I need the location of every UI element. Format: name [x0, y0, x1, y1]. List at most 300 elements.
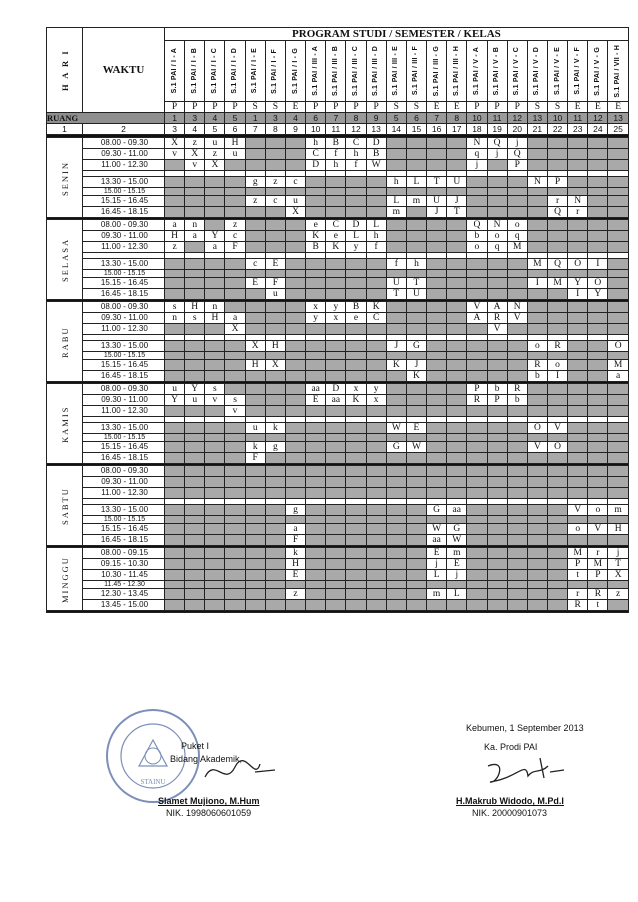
ruang-number: 11 [568, 113, 588, 124]
kelas-label: S.1 PAI / I - E [251, 48, 259, 94]
break-cell [608, 581, 628, 589]
kelas-label: S.1 PAI / I - D [231, 48, 239, 94]
schedule-cell [205, 423, 225, 434]
schedule-cell [165, 341, 185, 352]
schedule-cell [386, 466, 406, 477]
schedule-cell [487, 371, 507, 382]
time-slot: 15.00 - 15.15 [83, 188, 165, 196]
time-slot: 11.00 - 12.30 [83, 324, 165, 335]
break-cell [225, 188, 245, 196]
break-cell [245, 516, 265, 524]
schedule-cell: X [245, 341, 265, 352]
kelas-label: S.1 PAI / III - F [412, 46, 420, 96]
day-label: SABTU [47, 466, 83, 546]
schedule-cell [507, 371, 527, 382]
schedule-cell [326, 524, 346, 535]
schedule-cell [608, 149, 628, 160]
table-row [47, 188, 629, 196]
schedule-cell: t [568, 570, 588, 581]
schedule-cell [285, 220, 305, 231]
schedule-cell [588, 231, 608, 242]
schedule-cell [406, 535, 426, 546]
schedule-cell [265, 524, 285, 535]
schedule-cell [547, 524, 567, 535]
time-slot: 16.45 - 18.15 [83, 535, 165, 546]
break-cell [568, 516, 588, 524]
schedule-cell [447, 384, 467, 395]
time-slot: 15.15 - 16.45 [83, 524, 165, 535]
schedule-cell [225, 453, 245, 464]
schedule-cell: Y [185, 384, 205, 395]
time-slot: 16.45 - 18.15 [83, 289, 165, 300]
schedule-cell [265, 149, 285, 160]
break-cell [588, 188, 608, 196]
schedule-cell [165, 488, 185, 499]
schedule-cell: f [386, 259, 406, 270]
schedule-cell [165, 477, 185, 488]
schedule-cell [547, 453, 567, 464]
break-cell [285, 352, 305, 360]
schedule-cell: T [386, 289, 406, 300]
schedule-cell [185, 442, 205, 453]
schedule-cell [205, 406, 225, 417]
break-cell [527, 352, 547, 360]
schedule-cell [547, 138, 567, 149]
schedule-cell [568, 313, 588, 324]
col-number: 17 [447, 124, 467, 135]
break-cell [205, 352, 225, 360]
schedule-cell: L [427, 570, 447, 581]
schedule-cell [326, 548, 346, 559]
schedule-cell: U [386, 278, 406, 289]
kelas-header-cell [527, 41, 547, 102]
schedule-cell [608, 242, 628, 253]
schedule-cell [265, 395, 285, 406]
time-slot: 08.00 - 09.30 [83, 220, 165, 231]
schedule-cell [285, 242, 305, 253]
schedule-cell [406, 453, 426, 464]
break-cell [568, 434, 588, 442]
right-signature [478, 748, 568, 792]
schedule-cell [547, 302, 567, 313]
schedule-cell [487, 600, 507, 611]
break-cell [265, 352, 285, 360]
schedule-cell: Q [487, 138, 507, 149]
schedule-cell [245, 384, 265, 395]
gedung-code: S [547, 102, 567, 113]
schedule-cell: c [265, 196, 285, 207]
schedule-cell: N [467, 138, 487, 149]
schedule-cell [205, 570, 225, 581]
schedule-cell [285, 442, 305, 453]
schedule-cell [165, 570, 185, 581]
kelas-label: S.1 PAI / III - G [432, 45, 440, 97]
kelas-label: S.1 PAI / I - B [190, 48, 198, 94]
kelas-header-cell [205, 41, 225, 102]
schedule-cell [427, 138, 447, 149]
schedule-cell [326, 453, 346, 464]
schedule-cell: v [185, 160, 205, 171]
schedule-cell [547, 477, 567, 488]
schedule-cell: m [447, 548, 467, 559]
break-cell [165, 270, 185, 278]
schedule-cell [205, 535, 225, 546]
schedule-cell [245, 231, 265, 242]
break-cell [346, 434, 366, 442]
schedule-cell [366, 524, 386, 535]
schedule-cell [265, 477, 285, 488]
schedule-cell [527, 149, 547, 160]
break-cell [265, 270, 285, 278]
break-cell [326, 434, 346, 442]
schedule-cell: J [447, 196, 467, 207]
table-row [47, 341, 629, 352]
ruang-number: 5 [225, 113, 245, 124]
schedule-cell [165, 535, 185, 546]
break-cell [346, 188, 366, 196]
schedule-cell [487, 453, 507, 464]
schedule-cell: W [366, 160, 386, 171]
schedule-cell: a [225, 313, 245, 324]
schedule-cell [306, 278, 326, 289]
schedule-cell [467, 442, 487, 453]
break-cell [245, 434, 265, 442]
schedule-cell: W [427, 524, 447, 535]
schedule-cell [386, 589, 406, 600]
schedule-cell [527, 289, 547, 300]
schedule-cell [547, 384, 567, 395]
ruang-number: 13 [608, 113, 628, 124]
schedule-cell [547, 406, 567, 417]
schedule-cell: f [346, 160, 366, 171]
schedule-cell [346, 406, 366, 417]
break-cell [306, 188, 326, 196]
schedule-cell: x [366, 395, 386, 406]
schedule-cell [165, 289, 185, 300]
schedule-cell: V [588, 524, 608, 535]
schedule-cell [547, 505, 567, 516]
break-cell [386, 434, 406, 442]
schedule-cell [547, 488, 567, 499]
schedule-cell [366, 278, 386, 289]
table-row [47, 477, 629, 488]
schedule-cell: L [447, 589, 467, 600]
schedule-cell [346, 371, 366, 382]
schedule-cell [245, 570, 265, 581]
schedule-cell [165, 406, 185, 417]
schedule-cell [547, 535, 567, 546]
schedule-cell: L [406, 177, 426, 188]
schedule-cell [406, 384, 426, 395]
schedule-cell: H [265, 341, 285, 352]
schedule-cell: E [406, 423, 426, 434]
schedule-cell: e [326, 231, 346, 242]
kelas-header-cell [225, 41, 245, 102]
schedule-cell: h [326, 160, 346, 171]
schedule-cell: g [285, 505, 305, 516]
schedule-cell [507, 488, 527, 499]
schedule-cell [366, 453, 386, 464]
schedule-cell [427, 231, 447, 242]
break-cell [346, 270, 366, 278]
schedule-cell [285, 453, 305, 464]
schedule-cell [366, 177, 386, 188]
schedule-cell [487, 524, 507, 535]
schedule-cell [225, 384, 245, 395]
schedule-cell: u [265, 289, 285, 300]
schedule-cell [588, 149, 608, 160]
schedule-cell [568, 488, 588, 499]
schedule-cell [507, 324, 527, 335]
break-cell [507, 352, 527, 360]
schedule-cell: V [507, 313, 527, 324]
break-cell [265, 581, 285, 589]
schedule-cell [427, 442, 447, 453]
break-cell [588, 270, 608, 278]
break-cell [507, 581, 527, 589]
schedule-cell: N [487, 220, 507, 231]
table-row [47, 395, 629, 406]
schedule-cell [205, 600, 225, 611]
break-cell [487, 270, 507, 278]
schedule-cell: Y [165, 395, 185, 406]
schedule-cell: V [467, 302, 487, 313]
schedule-cell [487, 477, 507, 488]
gedung-code: E [427, 102, 447, 113]
schedule-cell [568, 138, 588, 149]
break-cell [467, 352, 487, 360]
schedule-cell [185, 259, 205, 270]
kelas-header-cell [568, 41, 588, 102]
schedule-cell [427, 278, 447, 289]
gedung-code: E [608, 102, 628, 113]
schedule-cell: M [568, 548, 588, 559]
left-signer-name: Slamet Mujiono, M.Hum [158, 796, 260, 806]
schedule-cell: b [487, 384, 507, 395]
schedule-cell [588, 384, 608, 395]
schedule-cell [568, 384, 588, 395]
right-signer-name: H.Makrub Widodo, M.Pd.I [456, 796, 564, 806]
schedule-cell [326, 289, 346, 300]
schedule-cell [527, 313, 547, 324]
schedule-cell: z [225, 220, 245, 231]
table-row [47, 259, 629, 270]
schedule-cell [568, 406, 588, 417]
break-cell [366, 188, 386, 196]
schedule-cell: h [386, 177, 406, 188]
table-row [47, 196, 629, 207]
schedule-cell [306, 535, 326, 546]
schedule-cell [366, 360, 386, 371]
schedule-cell [427, 488, 447, 499]
break-cell [225, 352, 245, 360]
schedule-cell [568, 231, 588, 242]
schedule-cell: o [568, 524, 588, 535]
schedule-cell [245, 149, 265, 160]
schedule-cell [306, 423, 326, 434]
schedule-cell [467, 548, 487, 559]
schedule-cell [386, 406, 406, 417]
schedule-cell [225, 589, 245, 600]
schedule-cell [205, 324, 225, 335]
schedule-cell [185, 278, 205, 289]
kelas-header-cell [507, 41, 527, 102]
schedule-cell [608, 196, 628, 207]
schedule-cell [185, 524, 205, 535]
schedule-cell [205, 259, 225, 270]
break-cell [185, 434, 205, 442]
schedule-cell [608, 466, 628, 477]
ruang-number: 12 [588, 113, 608, 124]
schedule-cell [165, 196, 185, 207]
schedule-cell [487, 207, 507, 218]
schedule-cell [265, 535, 285, 546]
kelas-header-cell [245, 41, 265, 102]
schedule-cell: y [326, 302, 346, 313]
col-number: 24 [588, 124, 608, 135]
schedule-cell [406, 406, 426, 417]
schedule-cell [326, 196, 346, 207]
schedule-cell [245, 466, 265, 477]
break-cell [245, 581, 265, 589]
schedule-cell: E [285, 570, 305, 581]
schedule-cell: Q [467, 220, 487, 231]
schedule-cell [165, 371, 185, 382]
schedule-cell: E [306, 395, 326, 406]
schedule-cell [306, 488, 326, 499]
schedule-cell [265, 488, 285, 499]
col-number: 4 [185, 124, 205, 135]
schedule-cell [306, 177, 326, 188]
schedule-cell [306, 600, 326, 611]
schedule-cell [487, 589, 507, 600]
schedule-cell [386, 488, 406, 499]
schedule-cell: J [386, 341, 406, 352]
left-signer-nik: NIK. 1998060601059 [166, 808, 252, 818]
break-cell [185, 516, 205, 524]
col-number: 16 [427, 124, 447, 135]
table-row [47, 524, 629, 535]
schedule-cell [487, 406, 507, 417]
day-label: RABU [47, 302, 83, 382]
break-cell [427, 270, 447, 278]
schedule-cell: a [205, 242, 225, 253]
schedule-cell: x [306, 302, 326, 313]
break-cell [487, 516, 507, 524]
break-cell [386, 352, 406, 360]
break-cell [306, 516, 326, 524]
schedule-cell: X [205, 160, 225, 171]
schedule-cell [366, 371, 386, 382]
gedung-code: P [366, 102, 386, 113]
kelas-label: S.1 PAI / III - D [372, 46, 380, 96]
table-row [47, 535, 629, 546]
schedule-cell [527, 406, 547, 417]
table-row [47, 220, 629, 231]
schedule-cell [507, 600, 527, 611]
schedule-cell [467, 341, 487, 352]
schedule-cell [447, 488, 467, 499]
schedule-cell [406, 324, 426, 335]
table-row [47, 177, 629, 188]
time-slot: 09.30 - 11.00 [83, 395, 165, 406]
schedule-cell [366, 207, 386, 218]
time-slot: 12.30 - 13.45 [83, 589, 165, 600]
schedule-cell [185, 548, 205, 559]
program-header: PROGRAM STUDI / SEMESTER / KELAS [165, 28, 629, 41]
kelas-header-cell [386, 41, 406, 102]
schedule-cell [547, 395, 567, 406]
schedule-cell [386, 535, 406, 546]
schedule-cell: m [386, 207, 406, 218]
schedule-cell [406, 231, 426, 242]
schedule-cell [406, 488, 426, 499]
table-row [47, 559, 629, 570]
schedule-cell [205, 548, 225, 559]
schedule-cell: j [487, 149, 507, 160]
schedule-cell [527, 600, 547, 611]
time-slot: 11.00 - 12.30 [83, 488, 165, 499]
table-row [47, 160, 629, 171]
schedule-cell [588, 488, 608, 499]
schedule-cell [527, 231, 547, 242]
time-slot: 08.00 - 09.30 [83, 466, 165, 477]
schedule-cell [406, 160, 426, 171]
table-row [47, 289, 629, 300]
schedule-cell [568, 149, 588, 160]
gedung-code: P [165, 102, 185, 113]
schedule-cell [467, 466, 487, 477]
schedule-cell [467, 505, 487, 516]
schedule-cell [346, 289, 366, 300]
kelas-header-cell [588, 41, 608, 102]
schedule-cell: v [165, 149, 185, 160]
schedule-cell: D [306, 160, 326, 171]
schedule-cell: V [568, 505, 588, 516]
schedule-cell: H [285, 559, 305, 570]
kelas-header-cell [165, 41, 185, 102]
schedule-cell [447, 341, 467, 352]
schedule-cell: k [265, 423, 285, 434]
schedule-cell: K [386, 360, 406, 371]
schedule-cell: a [608, 371, 628, 382]
schedule-cell [568, 341, 588, 352]
schedule-cell [205, 589, 225, 600]
break-cell [265, 434, 285, 442]
schedule-cell [547, 600, 567, 611]
time-slot: 09.30 - 11.00 [83, 231, 165, 242]
schedule-cell [386, 524, 406, 535]
table-row [47, 302, 629, 313]
schedule-cell [185, 196, 205, 207]
break-cell [527, 270, 547, 278]
schedule-cell [427, 160, 447, 171]
schedule-cell [326, 442, 346, 453]
break-cell [366, 270, 386, 278]
schedule-cell [366, 535, 386, 546]
schedule-cell: B [346, 302, 366, 313]
table-row [47, 384, 629, 395]
schedule-cell [588, 466, 608, 477]
kelas-label: S.1 PAI / I - F [271, 48, 279, 94]
schedule-cell: c [245, 259, 265, 270]
schedule-cell: s [225, 395, 245, 406]
schedule-cell [205, 371, 225, 382]
schedule-cell: m [427, 589, 447, 600]
schedule-cell [588, 220, 608, 231]
schedule-cell: F [285, 535, 305, 546]
schedule-cell [608, 302, 628, 313]
